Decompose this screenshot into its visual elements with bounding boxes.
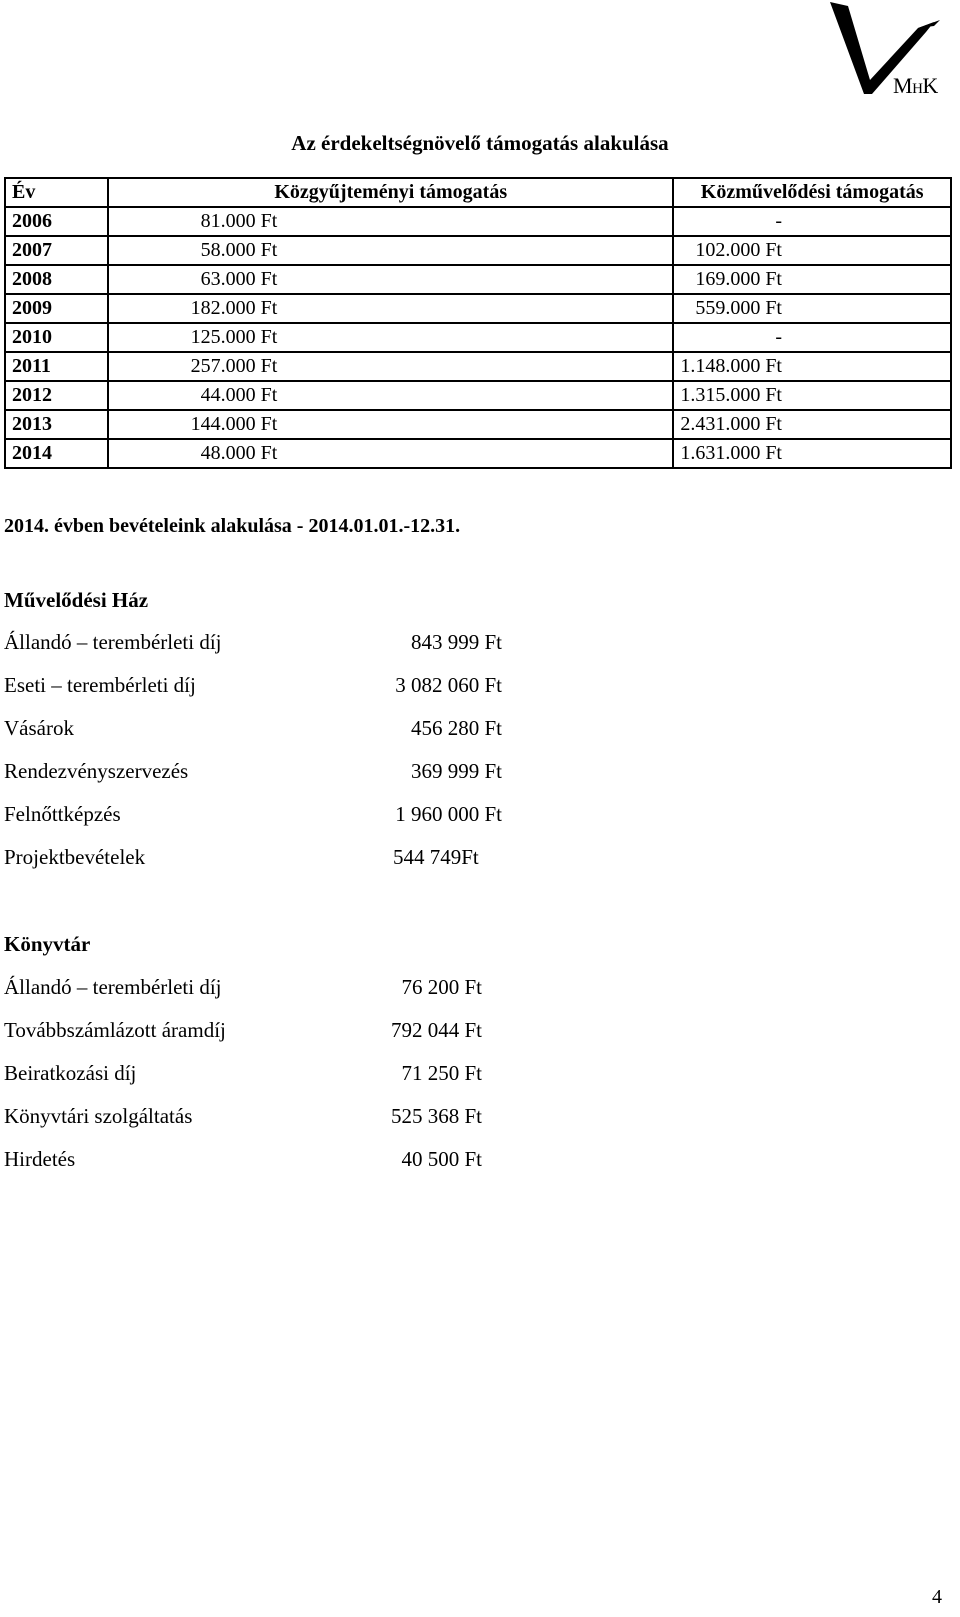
cell-kozmuvelodesi: 169.000 Ft (673, 265, 951, 294)
revenue-value: 1 960 000 Ft (395, 802, 502, 826)
revenue-label: Továbbszámlázott áramdíj (4, 1018, 226, 1042)
cell-year: 2007 (5, 236, 108, 265)
revenue-label: Állandó – terembérleti díj (4, 630, 222, 654)
table-row (5, 294, 951, 323)
table-row (5, 236, 951, 265)
revenue-value: 40 500 Ft (401, 1147, 482, 1171)
column-header-kozgyujtemenyi: Közgyűjteményi támogatás (108, 178, 673, 207)
cell-kozgyujtemenyi: 144.000 Ft (108, 410, 673, 439)
revenue-value: 369 999 Ft (410, 759, 502, 783)
cell-kozmuvelodesi: 1.631.000 Ft (673, 439, 951, 468)
cell-kozmuvelodesi: - (673, 207, 951, 236)
table-header-row (5, 178, 951, 207)
revenue-value: 544 749Ft (393, 845, 479, 869)
revenue-label: Eseti – terembérleti díj (4, 673, 196, 697)
cell-year: 2011 (5, 352, 108, 381)
column-header-year: Év (5, 178, 108, 207)
cell-year: 2014 (5, 439, 108, 468)
revenue-value: 525 368 Ft (390, 1104, 482, 1128)
cell-year: 2010 (5, 323, 108, 352)
section-title-muvelodesi-haz: Művelődési Ház (4, 588, 149, 612)
cell-kozgyujtemenyi: 63.000 Ft (108, 265, 673, 294)
page-number: 4 (932, 1586, 942, 1608)
cell-year: 2009 (5, 294, 108, 323)
revenue-label: Állandó – terembérleti díj (4, 975, 222, 999)
cell-kozgyujtemenyi: 44.000 Ft (108, 381, 673, 410)
table-row (5, 439, 951, 468)
revenue-value: 76 200 Ft (401, 975, 482, 999)
cell-kozmuvelodesi: 2.431.000 Ft (673, 410, 951, 439)
revenue-value: 792 044 Ft (390, 1018, 482, 1042)
table-row (5, 265, 951, 294)
cell-kozgyujtemenyi: 125.000 Ft (108, 323, 673, 352)
cell-kozgyujtemenyi: 81.000 Ft (108, 207, 673, 236)
cell-year: 2006 (5, 207, 108, 236)
revenue-label: Vásárok (4, 716, 74, 740)
cell-kozmuvelodesi: 102.000 Ft (673, 236, 951, 265)
logo-lettering: MHK (893, 73, 938, 98)
cell-kozmuvelodesi: 1.148.000 Ft (673, 352, 951, 381)
revenue-label: Hirdetés (4, 1147, 76, 1171)
cell-kozgyujtemenyi: 58.000 Ft (108, 236, 673, 265)
table-row (5, 410, 951, 439)
revenue-value: 843 999 Ft (410, 630, 502, 654)
page-title: Az érdekeltségnövelő támogatás alakulása (291, 131, 669, 155)
table-row (5, 381, 951, 410)
revenue-value: 71 250 Ft (401, 1061, 482, 1085)
cell-kozmuvelodesi: 1.315.000 Ft (673, 381, 951, 410)
cell-kozmuvelodesi: - (673, 323, 951, 352)
cell-year: 2008 (5, 265, 108, 294)
table-row (5, 323, 951, 352)
cell-kozmuvelodesi: 559.000 Ft (673, 294, 951, 323)
table-row (5, 352, 951, 381)
revenue-label: Projektbevételek (4, 845, 146, 869)
section-title-konyvtar: Könyvtár (4, 932, 91, 956)
revenue-value: 456 280 Ft (410, 716, 502, 740)
revenue-label: Felnőttképzés (4, 802, 121, 826)
grants-table (4, 177, 952, 469)
cell-kozgyujtemenyi: 182.000 Ft (108, 294, 673, 323)
table-row (5, 207, 951, 236)
revenue-label: Beiratkozási díj (4, 1061, 137, 1085)
revenue-heading: 2014. évben bevételeink alakulása - 2014.01.01.-12.31. (4, 515, 461, 537)
revenue-label: Rendezvényszervezés (4, 759, 189, 783)
cell-year: 2012 (5, 381, 108, 410)
cell-kozgyujtemenyi: 257.000 Ft (108, 352, 673, 381)
revenue-value: 3 082 060 Ft (395, 673, 502, 697)
cell-year: 2013 (5, 410, 108, 439)
column-header-kozmuvelodesi: Közművelődési támogatás (673, 178, 951, 207)
revenue-label: Könyvtári szolgáltatás (4, 1104, 193, 1128)
cell-kozgyujtemenyi: 48.000 Ft (108, 439, 673, 468)
